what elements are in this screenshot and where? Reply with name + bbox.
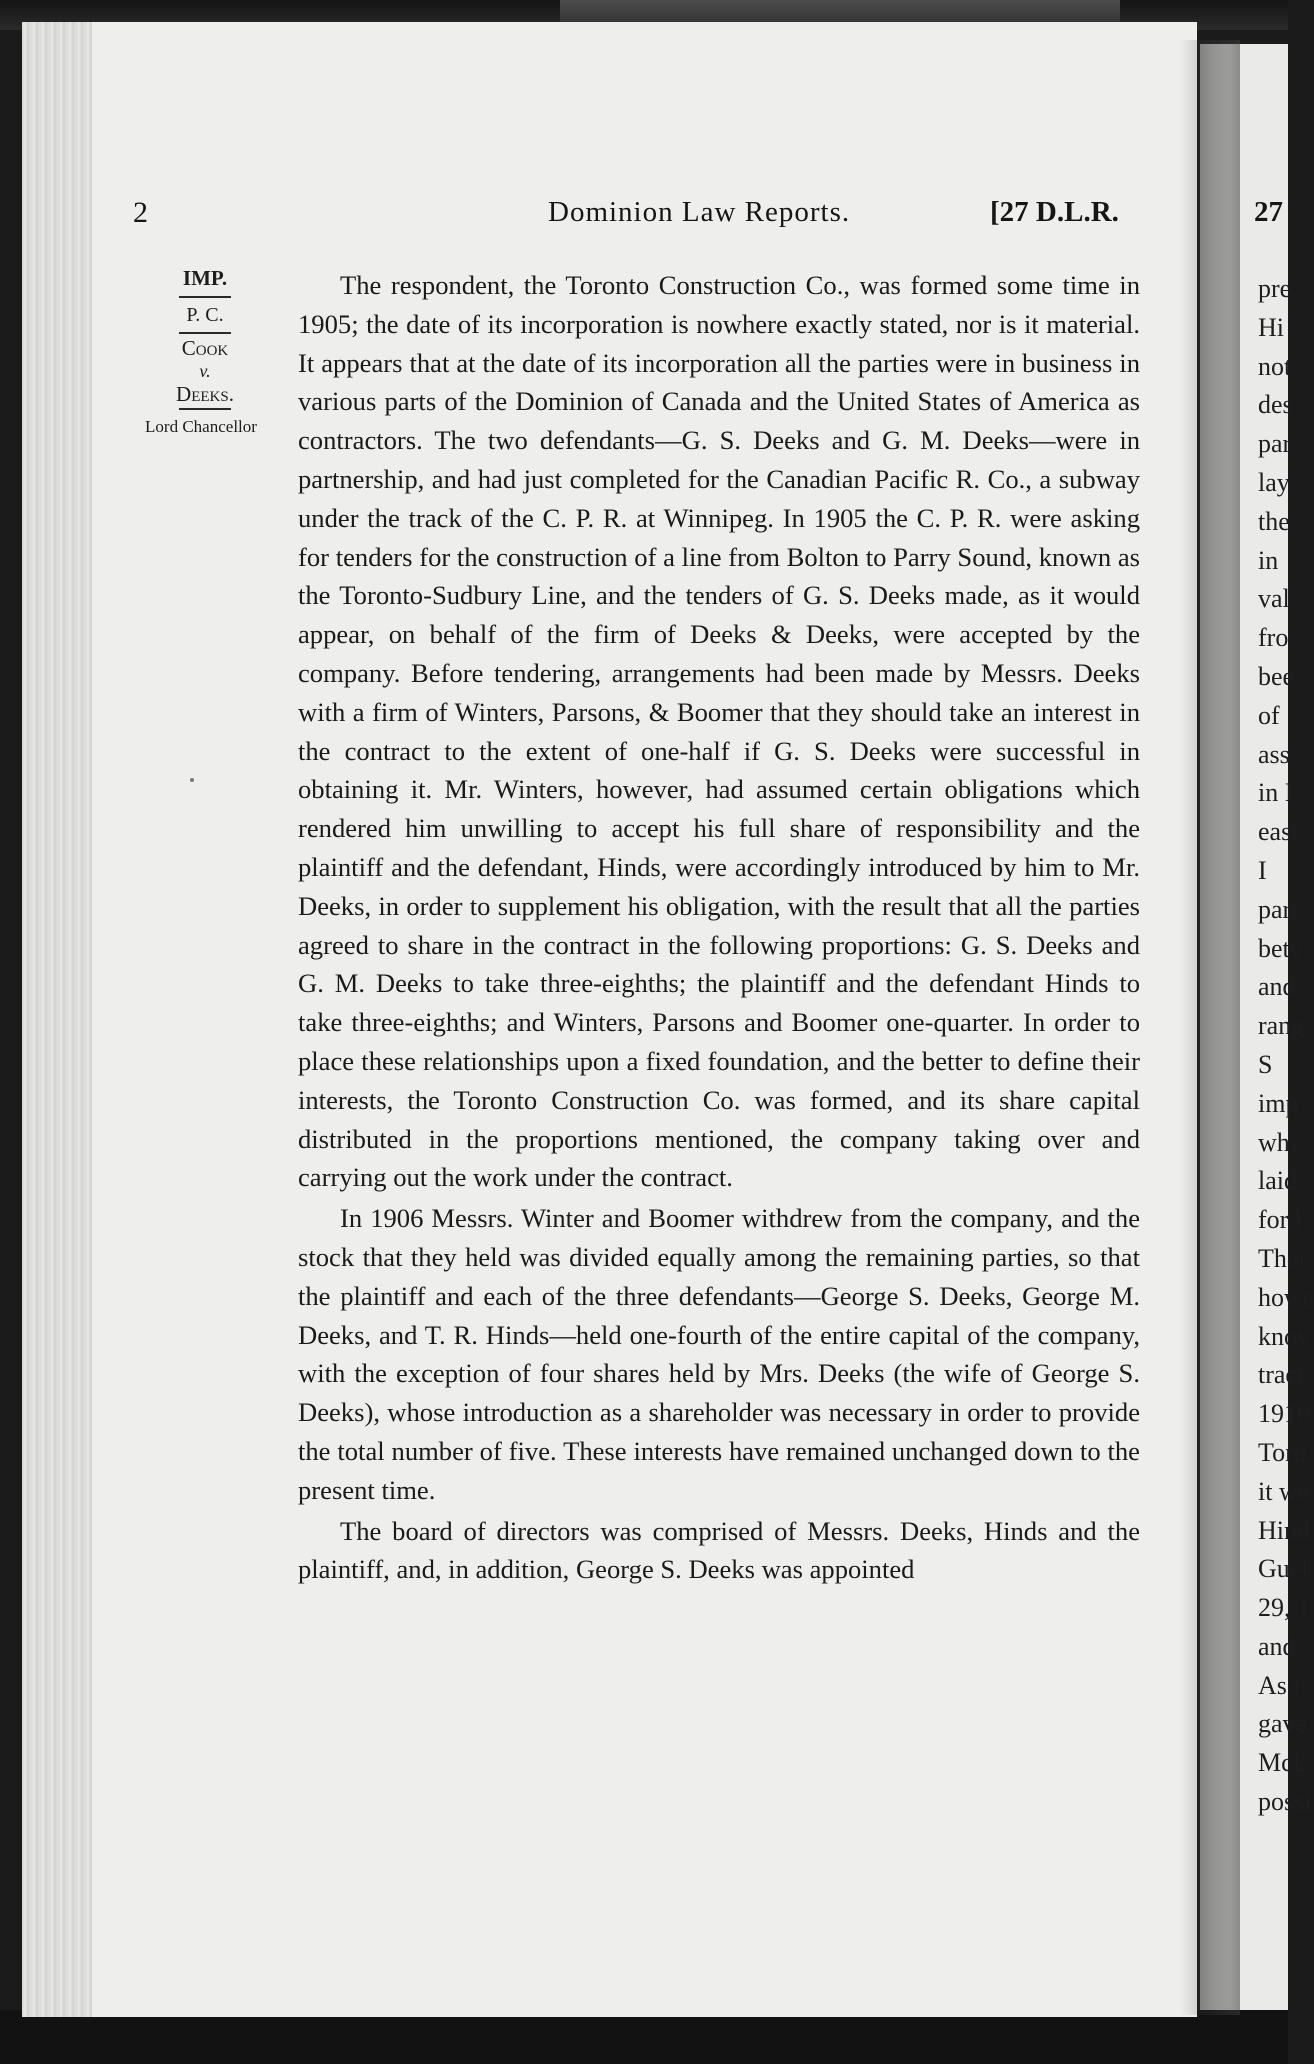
division-label: P. C.	[186, 304, 224, 326]
next-page-fragment: rang	[1258, 1011, 1305, 1041]
next-page-fragment: I	[1258, 855, 1267, 885]
case-name-first: Cook	[181, 336, 229, 360]
next-page-fragment: Hind	[1258, 1515, 1310, 1545]
next-page-fragment: possi	[1258, 1787, 1312, 1817]
paper-speck	[190, 778, 194, 782]
next-page-fragment: S	[1258, 1049, 1273, 1079]
paragraph-3: The board of directors was comprised of Messrs. Deeks, Hinds and the plaintiff, and, in addition, George S. Deeks was appointed	[298, 1515, 1140, 1585]
next-page-fragment: and	[1258, 1631, 1296, 1661]
next-page-fragment: part	[1258, 894, 1299, 924]
next-page-fragment: of	[1258, 700, 1280, 730]
next-page-fragment: not	[1258, 351, 1292, 381]
next-page-fragment: val	[1258, 584, 1290, 614]
volume-reference: [27 D.L.R.	[990, 196, 1119, 228]
next-page-fragment: 1910	[1258, 1399, 1310, 1429]
next-page-fragment: par	[1258, 429, 1292, 459]
next-page-fragment: lay	[1258, 467, 1290, 497]
next-page-fragment: bee	[1258, 661, 1295, 691]
scan-bottom-border	[0, 2010, 1288, 2064]
next-page-fragment: des	[1258, 390, 1293, 420]
case-name-second: Deeks.	[176, 382, 234, 406]
next-page-fragment: gave	[1258, 1709, 1308, 1739]
next-page-fragment: in I	[1258, 778, 1294, 808]
page-header	[0, 196, 1288, 236]
court-label: IMP.	[182, 266, 228, 290]
next-page-fragment: Thei	[1258, 1243, 1306, 1273]
case-versus: v.	[199, 361, 211, 381]
next-page-fragment: As t	[1258, 1670, 1301, 1700]
next-page-fragment: tract	[1258, 1360, 1305, 1390]
next-page-fragment: imp	[1258, 1088, 1299, 1118]
next-page-fragment: McL	[1258, 1748, 1309, 1778]
next-page-fragment: betv	[1258, 933, 1303, 963]
next-page-fragment: Guel	[1258, 1554, 1309, 1584]
page-number: 2	[133, 196, 148, 229]
margin-notes	[130, 260, 280, 444]
next-page-text-fragments	[1258, 270, 1314, 1822]
next-page-fragment: whi	[1258, 1127, 1297, 1157]
next-page-fragment: 29, 1	[1258, 1593, 1310, 1623]
next-page-fragment: knov	[1258, 1321, 1310, 1351]
next-page-fragment: Toro	[1258, 1437, 1307, 1467]
next-page-fragment: it we	[1258, 1476, 1310, 1506]
next-page-fragment: pre	[1258, 274, 1292, 303]
judge-label: Lord Chancellor	[145, 417, 257, 436]
running-title: Dominion Law Reports.	[548, 196, 851, 228]
next-page-fragment: Hi	[1258, 312, 1284, 342]
body-text	[298, 266, 1140, 1589]
next-page-fragment: in	[1258, 545, 1279, 575]
next-page-fragment: howe	[1258, 1282, 1314, 1312]
next-page-fragment: for l	[1258, 1205, 1303, 1235]
next-page-number: 27	[1254, 196, 1283, 228]
paragraph-1: The respondent, the Toronto Construction Co., was formed some time in 1905; the date of its incorporation is nowhere exactly stated, nor is it material. It appears that at the date of its incorporation all the parties were in business in various parts of the Dominion of Canada and the United States of America as contractors. The two defendants—G. S. Deeks and G. M. Deeks—were in partnership, and had just completed for the Canadian Pacific R. Co., a subway under the track of the C. P. R. at Winnipeg. In 1905 the C. P. R. were asking for tenders for the construction of a line from Bolton to Parry Sound, known as the Toronto-Sudbury Line, and the tenders of G. S. Deeks made, as it would appear, on behalf of the firm of Deeks & Deeks, were accepted by the company. Before tendering, arrangements had been made by Messrs. Deeks with a firm of Winters, Parsons, & Boomer that they should take an interest in the contract to the extent of one-half if G. S. Deeks were successful in obtaining it. Mr. Winters, however, had assumed certain obligations which rendered him unwilling to accept his full share of responsibility and the plaintiff and the defendant, Hinds, were accordingly introduced by him to Mr. Deeks, in order to supplement his obligation, with the result that all the parties agreed to share in the contract in the following proportions: G. S. Deeks and G. M. Deeks to take three-eighths; the plaintiff and the defendant Hinds to take three-eighths; and Winters, Parsons and Boomer one-quarter. In order to place these relationships upon a fixed foundation, and the better to define their interests, the Toronto Construction Co. was formed, and its share capital distributed in the proportions mentioned, the company taking over and carrying out the work under the contract.	[298, 270, 1140, 1193]
next-page-fragment: ass	[1258, 739, 1290, 769]
next-page-fragment: east	[1258, 817, 1299, 847]
gutter-shadow	[1180, 40, 1240, 2015]
next-page-fragment: fro	[1258, 623, 1289, 653]
next-page-fragment: the	[1258, 506, 1290, 536]
paragraph-2: In 1906 Messrs. Winter and Boomer withdrew from the company, and the stock that they held was divided equally among the remaining parties, so that the plaintiff and each of the three defendants—George S. Deeks, George M. Deeks, and T. R. Hinds—held one-fourth of the entire capital of the company, with the exception of four shares held by Mrs. Deeks (the wife of George S. Deeks), whose introduction as a shareholder was necessary in order to provide the total number of five. These interests have remained unchanged down to the present time.	[298, 1203, 1140, 1505]
next-page-fragment: and	[1258, 972, 1296, 1002]
next-page-fragment: laid	[1258, 1166, 1297, 1196]
